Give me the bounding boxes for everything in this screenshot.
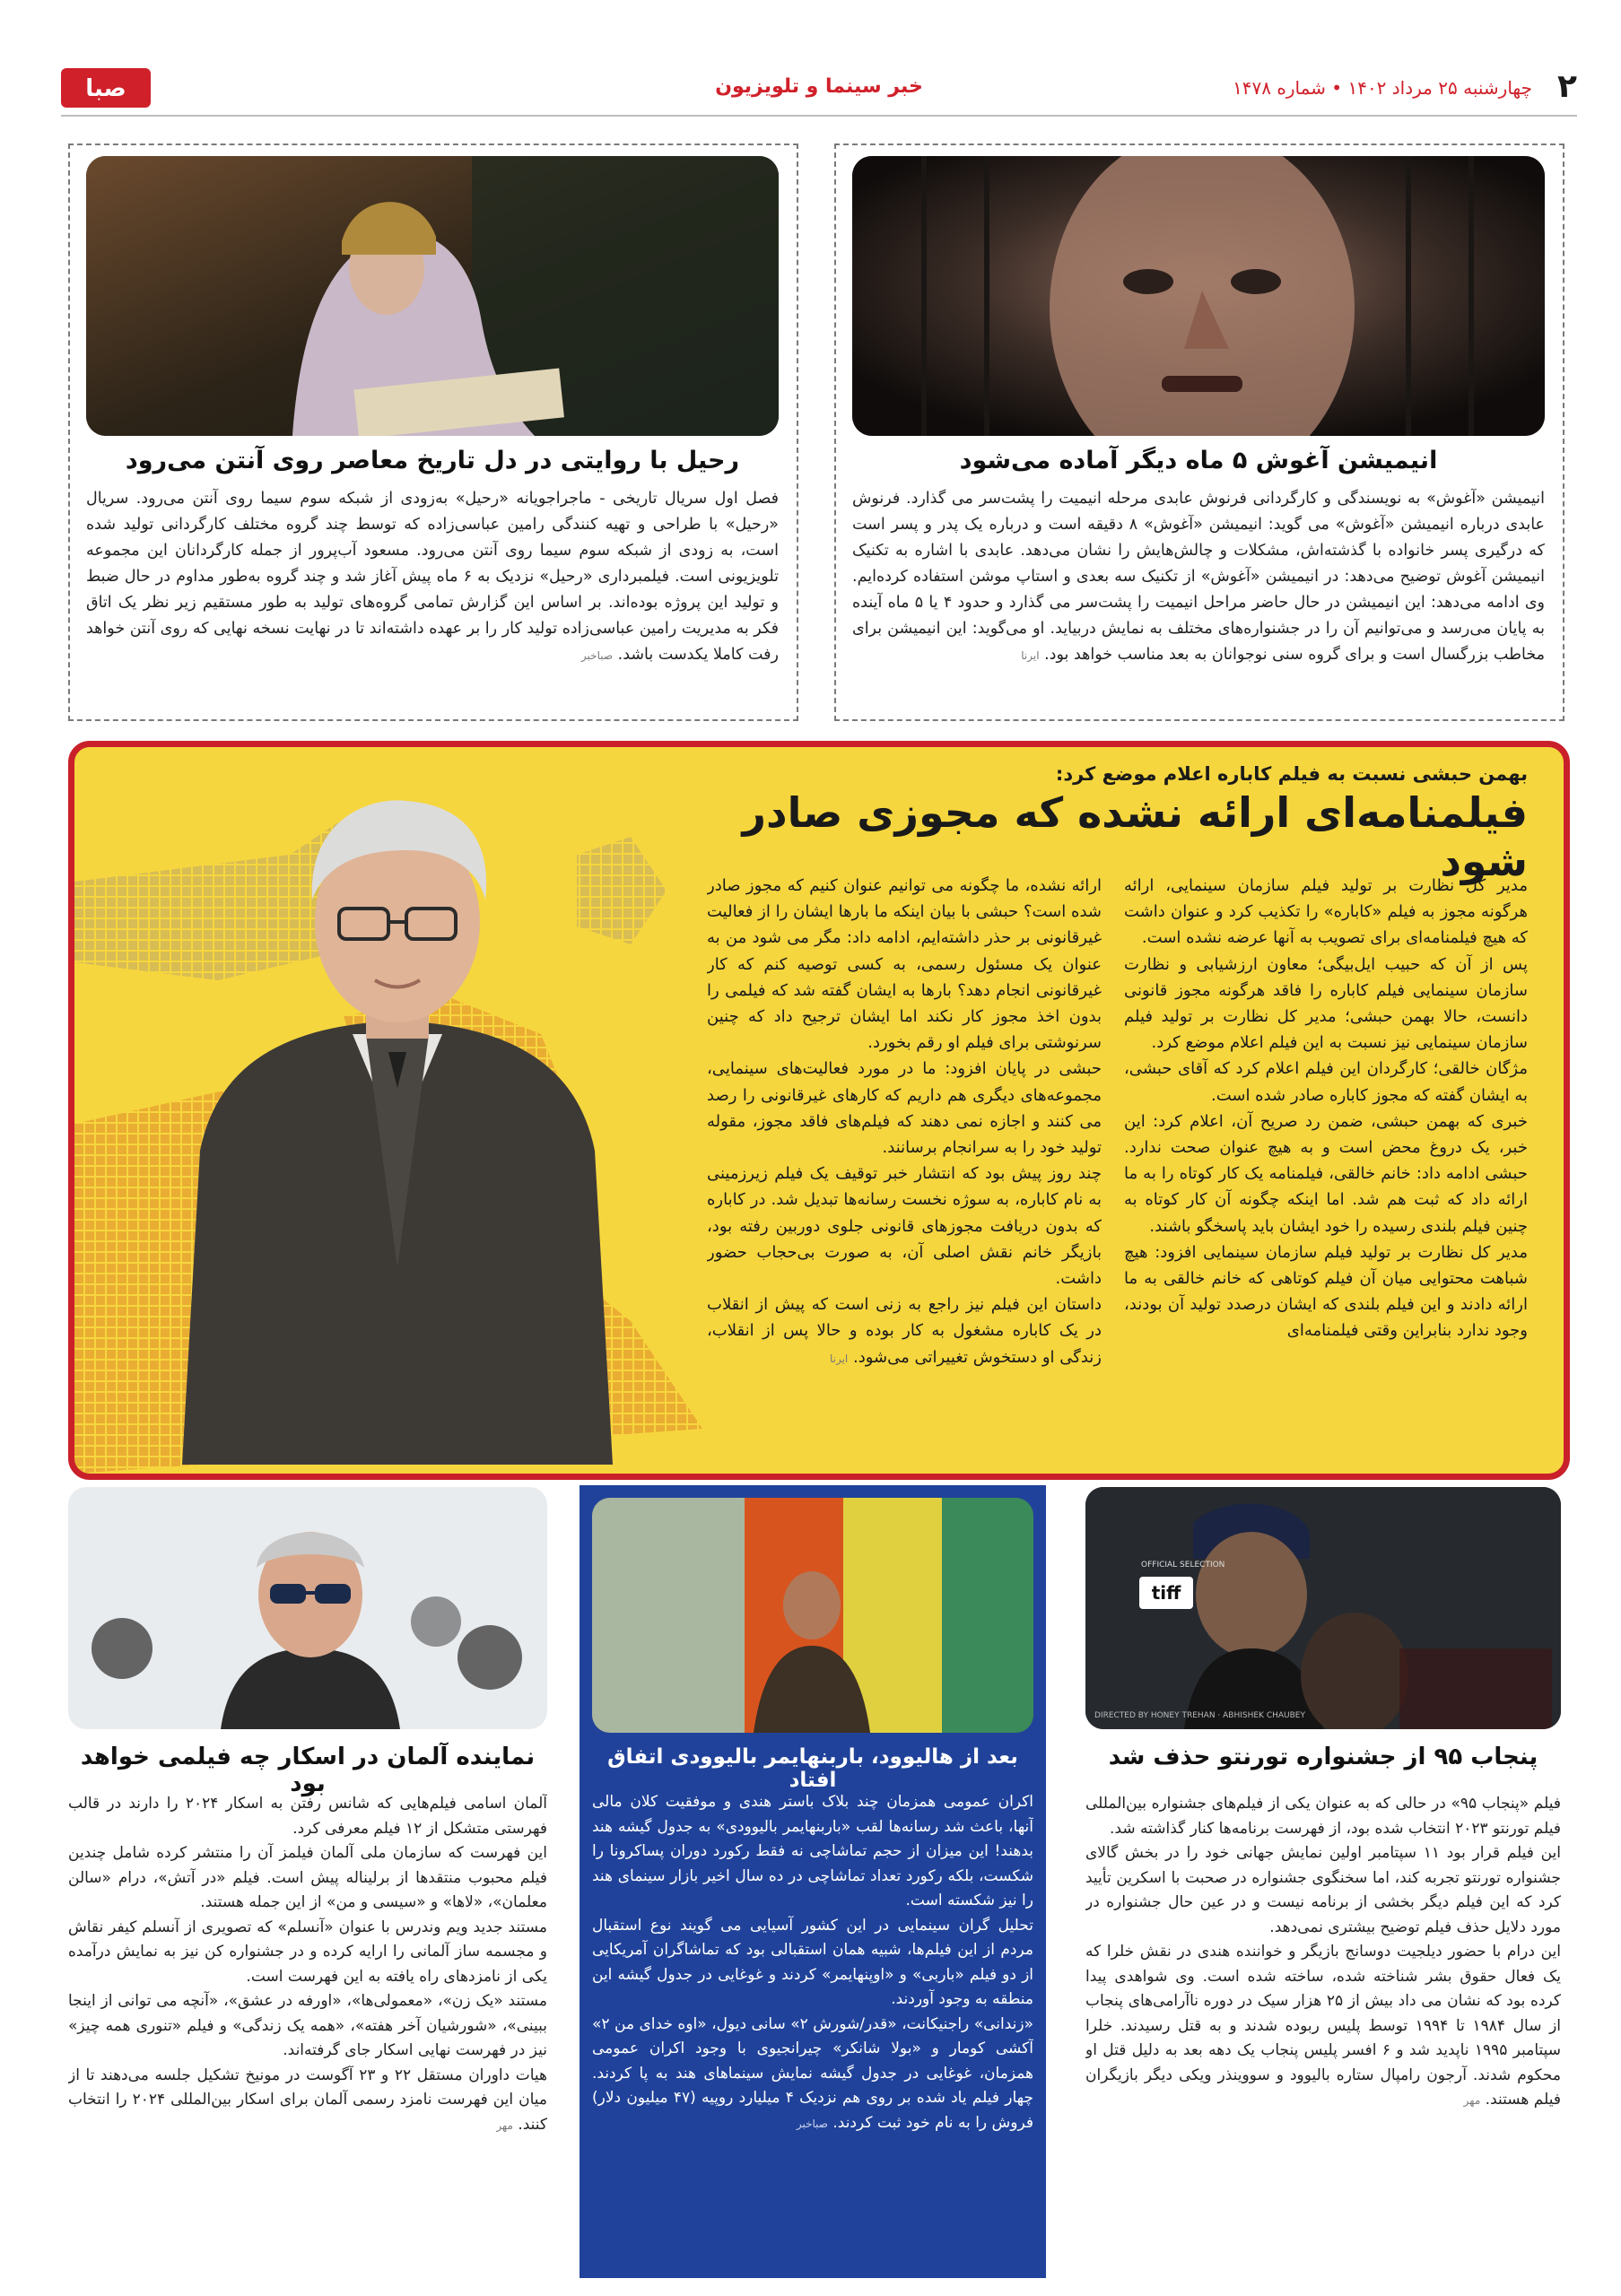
poster-credits: DIRECTED BY HONEY TREHAN · ABHISHEK CHAUBEY: [1094, 1711, 1305, 1720]
feature-headline: فیلمنامه‌ای ارائه نشده که مجوزی صادر شود: [742, 788, 1528, 885]
page-header: [61, 65, 1577, 117]
feature-habashi-box: [68, 741, 1570, 1480]
feature-column-right: مدیر کل نظارت بر تولید فیلم سازمان سینمایی، ارائه هرگونه مجوز به فیلم «کاباره» را تکذیب کرد و عنوان داشت که هیچ فیلمنامه‌ای برای تصویب به آنها عرضه نشده است. پس از آن که حبیب ایل‌بیگی؛ معاون ارزشیابی و نظارت سازمان سینمایی فیلم کاباره را فاقد هرگونه مجوز قانونی دانست، حالا بهمن حبشی؛ مدیر کل نظارت بر تولید فیلم سازمان سینمایی نیز نسبت به این فیلم اعلام موضع کرد. مژگان خالقی؛ کارگردان این فیلم اعلام کرد که آقای حبشی، به ایشان گفته که مجوز کاباره صادر شده است. خبری که بهمن حبشی، ضمن رد صریح آن، اعلام کرد: این خبر، یک دروغ محض است و به هیچ عنوان صحت ندارد. حبشی ادامه داد: خانم خالقی، فیلمنامه یک کار کوتاه را به ما ارائه داد که ثبت هم شد. اما اینکه چگونه آن کار کوتاه به چنین فیلم بلندی رسیده را خود ایشان باید پاسخگو باشند. مدیر کل نظارت بر تولید فیلم سازمان سینمایی افزود: هیچ شباهت محتوایی میان آن فیلم کوتاهی که خانم خالقی به ما ارائه دادند و این فیلم بلندی که ایشان درصدد تولید آن بودند، وجود ندارد بنابراین وقتی فیلمنامه‌ای: [1124, 876, 1528, 1341]
aghoosh-headline: انیمیشن آغوش ۵ ماه دیگر آماده می‌شود: [959, 447, 1438, 474]
punjab-95-poster: [1085, 1487, 1561, 1729]
rahil-headline: رحیل با روایتی در دل تاریخ معاصر روی آنتن می‌رود: [125, 447, 740, 474]
germany-headline: نماینده آلمان در اسکار چه فیلمی خواهد بود: [80, 1744, 536, 1797]
story-rahil-box: [68, 144, 798, 721]
official-selection-label: OFFICIAL SELECTION: [1141, 1561, 1225, 1570]
punjab-body: فیلم «پنجاب ۹۵» در حالی که به عنوان یکی از فیلم‌های جشنواره بین‌المللی فیلم تورنتو ۲۰۲۳ انتخاب شده بود، از فهرست برنامه‌ها کنار گذاشته شد. این فیلم قرار بود ۱۱ سپتامبر اولین نمایش جهانی خود را در بخش گالای جشنواره تورنتو تجربه کند، اما سخنگوی جشنواره در صحبت با اسکرین تأیید کرد که این فیلم دیگر بخشی از برنامه نیست و در عین حال جشنواره در مورد دلایل حذف فیلم توضیح بیشتری نمی‌دهد. این درام با حضور دیلجیت دوسانج بازیگر و خواننده هندی در نقش خلرا که یک فعال حقوق بشر شناخته شده، ساخته شده است. وی شواهدی پیدا کرده بود که نشان می داد بیش از ۲۵ هزار سیک در دوره ناآرامی‌های پنجاب از سال ۱۹۸۴ تا ۱۹۹۴ توسط پلیس ربوده شدند و به قتل رسیدند. خلرا سپتامبر ۱۹۹۵ ناپدید شد و ۶ افسر پلیس پنجاب یک دهه بعد به دلیل قتل او محکوم شدند. آرجون رامپال ستاره بالیوود و سووینذر ویکی دیگر بازیگران فیلم هستند. مهر: [1085, 1795, 1561, 2109]
story-aghoosh-box: [834, 144, 1564, 721]
issue-date-line: چهارشنبه ۲۵ مرداد ۱۴۰۲ • شماره ۱۴۷۸: [1233, 77, 1532, 99]
newspaper-logo: [61, 68, 151, 108]
source-credit: صباخبر: [796, 2117, 828, 2130]
source-credit: مهر: [496, 2118, 513, 2132]
gadar-2-still: [592, 1498, 1033, 1733]
source-credit: ایرنا: [1021, 649, 1040, 662]
svg-text:صبا: صبا: [85, 75, 126, 102]
feature-kicker: بهمن حبشی نسبت به فیلم کاباره اعلام موضع کرد:: [1055, 763, 1528, 785]
story-germany-column: [68, 1487, 547, 2276]
rahil-body: فصل اول سریال تاریخی - ماجراجویانه «رحیل» به‌زودی از شبکه سوم سیما روی آنتن می‌رود. سریال «رحیل» با طراحی و تهیه کنندگی رامین عباسی‌زاده که توسط چند گروه مختلف کارگردانی تولید شده است، به زودی از شبکه سوم سیما روی آنتن می‌رود. مسعود آب‌پرور از جمله کارگردانان این مجموعه تلویزیونی است. فیلمبرداری «رحیل» نزدیک به ۶ ماه پیش آغاز شد و چند گروه به‌طور مداوم در حال ضبط و تولید این پروژه بوده‌اند. بر اساس این گزارش تمامی گروه‌های تولید به طور مستقیم زیر نظر یک اتاق فکر به مدیریت رامین عباسی‌زاده تولید کار را بر عهده داشته‌اند تا در نهایت نسخه نهایی که روی آنتن خواهد رفت کاملا یکدست باشد. صباخبر: [86, 490, 779, 664]
bahman-habashi-portrait: [146, 765, 649, 1465]
rahil-series-still: [86, 156, 779, 436]
page-number: ۲: [1557, 68, 1577, 105]
source-credit: ایرنا: [829, 1352, 849, 1365]
tiff-badge: tiff: [1139, 1577, 1193, 1609]
germany-body: آلمان اسامی فیلم‌هایی که شانس رفتن به اسکار ۲۰۲۴ را دارند در قالب فهرستی متشکل از ۱۲ فیلم معرفی کرد. این فهرست که سازمان ملی آلمان فیلمز آن را منتشر کرده شامل چندین فیلم محبوب منتقدها از برلیناله پیش است. فیلم «در آتش»، درام «سالن معلمان»، «لاها» و «سیسی و من» از این جمله هستند. مستند جدید ویم وندرس با عنوان «آنسلم» که تصویری از آنسلم کیفر نقاش و مجسمه ساز آلمانی را ارایه کرده و در جشنواره کن نیز به نمایش درآمده یکی از نامزدهای راه یافته به این فهرست است. مستند «یک زن»، «معمولی‌ها»، «اورفه در عشق»، «آنچه می توانی از اینجا ببینی»، «شورشیان آخر هفته»، «همه یک زندگی» و فیلم «تنوری همه چیز» نیز در فهرست نهایی اسکار جای گرفته‌اند. هیات داوران مستقل ۲۲ و ۲۳ آگوست در مونیخ تشکیل جلسه می‌دهند تا از میان این فهرست نامزد رسمی آلمان برای اسکار بین‌المللی ۲۰۲۴ را انتخاب کنند. مهر: [68, 1795, 547, 2134]
section-title: خبر سینما و تلویزیون: [715, 75, 923, 98]
source-credit: صباخبر: [580, 649, 614, 662]
story-bollywood-column: [580, 1485, 1046, 2278]
bollywood-headline: بعد از هالیوود، باربنهایمر بالیوودی اتفاق افتاد: [607, 1745, 1018, 1792]
aghoosh-body: انیمیشن «آغوش» به نویسندگی و کارگردانی فرنوش عابدی مرحله انیمیت را پشت‌سر می گذارد. فرنوش عابدی درباره انیمیشن «آغوش» می گوید: انیمیشن «آغوش» ۸ دقیقه است و درباره یک پدر و پسر است که درگیری پسر خانواده با گذشته‌اش، مشکلات و چالش‌هایش را نشان می‌دهد. عابدی با اشاره به تکنیک انیمیشن آغوش توضیح می‌دهد: در انیمیشن «آغوش» از تکنیک سه بعدی و استاپ موشن استفاده کرده‌ایم. وی ادامه می‌دهد: این انیمیشن در حال حاضر مراحل انیمیت را پشت‌سر می گذارد و حدود ۴ یا ۵ ماه آینده به پایان می‌رسد و می‌توانیم آن را در جشنواره‌های مختلف به نمایش دربیاید. او می‌گوید: این انیمیشن برای مخاطب بزرگسال است و برای گروه سنی نوجوانان به بعد مناسب خواهد بود. ایرنا: [852, 490, 1545, 664]
source-credit: مهر: [1463, 2094, 1481, 2107]
bollywood-body: اکران عمومی همزمان چند بلاک باستر هندی و موفقیت کلان مالی آنها، باعث شد رسانه‌ها لقب «باربنهایمر بالیوودی» به جدول گیشه هند بدهند! این میزان از حجم تماشاچی نه فقط رکورد دوران پساکرونا را شکست، بلکه رکورد تعداد تماشاچی در ده سال اخیر بازار سینمای هند را نیز شکسته است. تحلیل گران سینمایی در این کشور آسیایی می گویند نوع استقبال مردم از این فیلم‌ها، شبیه همان استقبالی بود که تماشاگران آمریکایی از دو فیلم «باربی» و «اوپنهایمر» کردند و غوغایی در جدول گیشه این منطقه به وجود آوردند. «زندانی» راجنیکانت، «قدر/شورش ۲» سانی دیول، «اوه خدای من ۲» آکشی کومار و «بولا شانکر» چیرانجیوی با وجود اکران عمومی همزمان، غوغایی در جدول گیشه نمایش سینماهای هند به پا کردند. چهار فیلم یاد شده بر روی هم نزدیک ۴ میلیارد روپیه (۴۷ میلیون دلار) فروش را به نام خود ثبت کردند. صباخبر: [592, 1793, 1033, 2132]
wim-wenders-photo: [68, 1487, 547, 1729]
aghoosh-animation-still: [852, 156, 1545, 436]
feature-column-left: ارائه نشده، ما چگونه می توانیم عنوان کنیم که مجوز صادر شده است؟ حبشی با بیان اینکه ما بارها ایشان را از فعالیت غیرقانونی بر حذر داشته‌ایم، ادامه داد: مگر می شود من به عنوان یک مسئول رسمی، به کسی توصیه کنم که کار غیرقانونی انجام دهد؟ بارها به ایشان گفته شد که فیلمی را بدون اخذ مجوز کار نکند اما ایشان ترجیح داد که چنین سرنوشتی برای فیلم او رقم بخورد. حبشی در پایان افزود: ما در مورد فعالیت‌های سینمایی، مجموعه‌های دیگری هم داریم که کارهای غیرقانونی را رصد می کنند و اجازه نمی دهند که فیلم‌های فاقد مجوز، مقوله تولید خود را به سرانجام برسانند. چند روز پیش بود که انتشار خبر توقیف یک فیلم زیرزمینی به نام کاباره، به سوژه نخست رسانه‌ها تبدیل شد. در کاباره که بدون دریافت مجوزهای قانونی جلوی دوربین رفته بود، بازیگر خانم نقش اصلی آن، به صورت بی‌حجاب حضور داشت. داستان این فیلم نیز راجع به زنی است که پیش از انقلاب در یک کاباره مشغول به کار بوده و حالا پس از انقلاب، زندگی او دستخوش تغییراتی می‌شود. ایرنا: [707, 876, 1102, 1367]
punjab-headline: پنجاب ۹۵ از جشنواره تورنتو حذف شد: [1108, 1744, 1538, 1770]
story-punjab-column: [1085, 1487, 1561, 2276]
